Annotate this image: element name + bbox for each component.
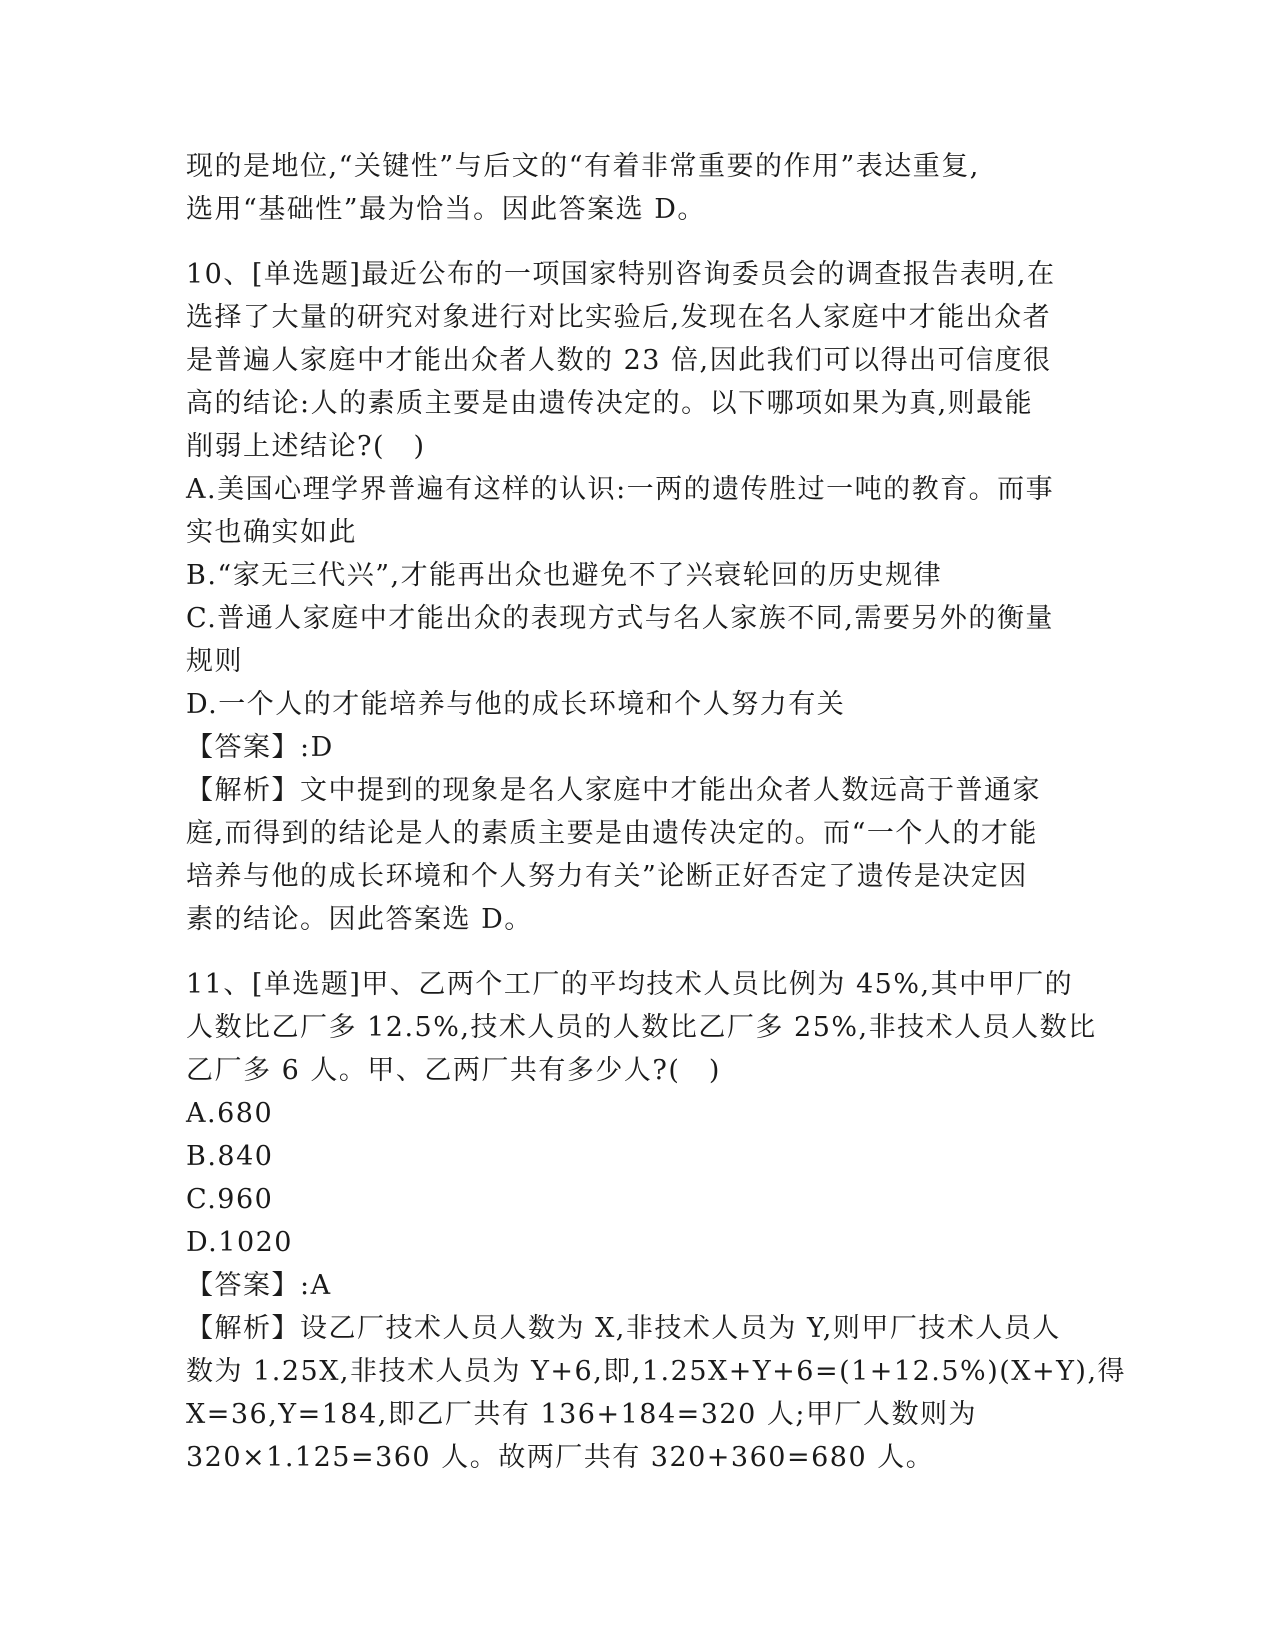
option-b: B.“家无三代兴”,才能再出众也避免不了兴衰轮回的历史规律 xyxy=(186,560,943,591)
text-line: 乙厂多 6 人。甲、乙两厂共有多少人?( ) xyxy=(186,1055,721,1086)
question-10 xyxy=(186,253,1086,941)
text-line: 10、[单选题]最近公布的一项国家特别咨询委员会的调查报告表明,在 xyxy=(186,259,1056,290)
previous-analysis-continuation xyxy=(186,145,1086,231)
option-a: A.680 xyxy=(186,1098,274,1129)
text-line: 现的是地位,“关键性”与后文的“有着非常重要的作用”表达重复, xyxy=(186,151,980,182)
text-line: 高的结论:人的素质主要是由遗传决定的。以下哪项如果为真,则最能 xyxy=(186,388,1034,419)
question-11 xyxy=(186,963,1127,1479)
analysis-block xyxy=(186,1307,1127,1479)
option-c-continued: 规则 xyxy=(186,646,243,677)
text-line: 庭,而得到的结论是人的素质主要是由遗传决定的。而“一个人的才能 xyxy=(186,818,1038,849)
text-line: 选用“基础性”最为恰当。因此答案选 D。 xyxy=(186,194,706,225)
text-line: 数为 1.25X,非技术人员为 Y+6,即,1.25X+Y+6=(1+12.5%)(X+Y),得 xyxy=(186,1356,1127,1387)
text-line: 11、[单选题]甲、乙两个工厂的平均技术人员比例为 45%,其中甲厂的 xyxy=(186,969,1074,1000)
question-options xyxy=(186,1092,1086,1264)
text-line: 培养与他的成长环境和个人努力有关”论断正好否定了遗传是决定因 xyxy=(186,861,1028,892)
option-d: D.1020 xyxy=(186,1227,293,1258)
text-line: 320×1.125=360 人。故两厂共有 320+360=680 人。 xyxy=(186,1442,935,1473)
question-stem xyxy=(186,253,1086,468)
option-a: A.美国心理学界普遍有这样的认识:一两的遗传胜过一吨的教育。而事 xyxy=(186,474,1055,505)
analysis-block xyxy=(186,769,1086,941)
option-b: B.840 xyxy=(186,1141,274,1172)
text-line: 【解析】文中提到的现象是名人家庭中才能出众者人数远高于普通家 xyxy=(186,775,1041,806)
text-line: 选择了大量的研究对象进行对比实验后,发现在名人家庭中才能出众者 xyxy=(186,302,1052,333)
question-stem xyxy=(186,963,1097,1092)
answer-line: 【答案】:A xyxy=(186,1270,332,1301)
text-line: 【解析】设乙厂技术人员人数为 X,非技术人员为 Y,则甲厂技术人员人 xyxy=(186,1313,1061,1344)
option-d: D.一个人的才能培养与他的成长环境和个人努力有关 xyxy=(186,689,846,720)
document-page xyxy=(186,145,1127,1479)
option-a-continued: 实也确实如此 xyxy=(186,517,357,548)
text-line: 是普遍人家庭中才能出众者人数的 23 倍,因此我们可以得出可信度很 xyxy=(186,345,1052,376)
question-options xyxy=(186,468,1086,726)
text-line: 素的结论。因此答案选 D。 xyxy=(186,904,533,935)
text-line: X=36,Y=184,即乙厂共有 136+184=320 人;甲厂人数则为 xyxy=(186,1399,977,1430)
text-line: 人数比乙厂多 12.5%,技术人员的人数比乙厂多 25%,非技术人员人数比 xyxy=(186,1012,1097,1043)
text-line: 削弱上述结论?( ) xyxy=(186,431,426,462)
option-c: C.960 xyxy=(186,1184,274,1215)
option-c: C.普通人家庭中才能出众的表现方式与名人家族不同,需要另外的衡量 xyxy=(186,603,1054,634)
answer-line: 【答案】:D xyxy=(186,732,334,763)
